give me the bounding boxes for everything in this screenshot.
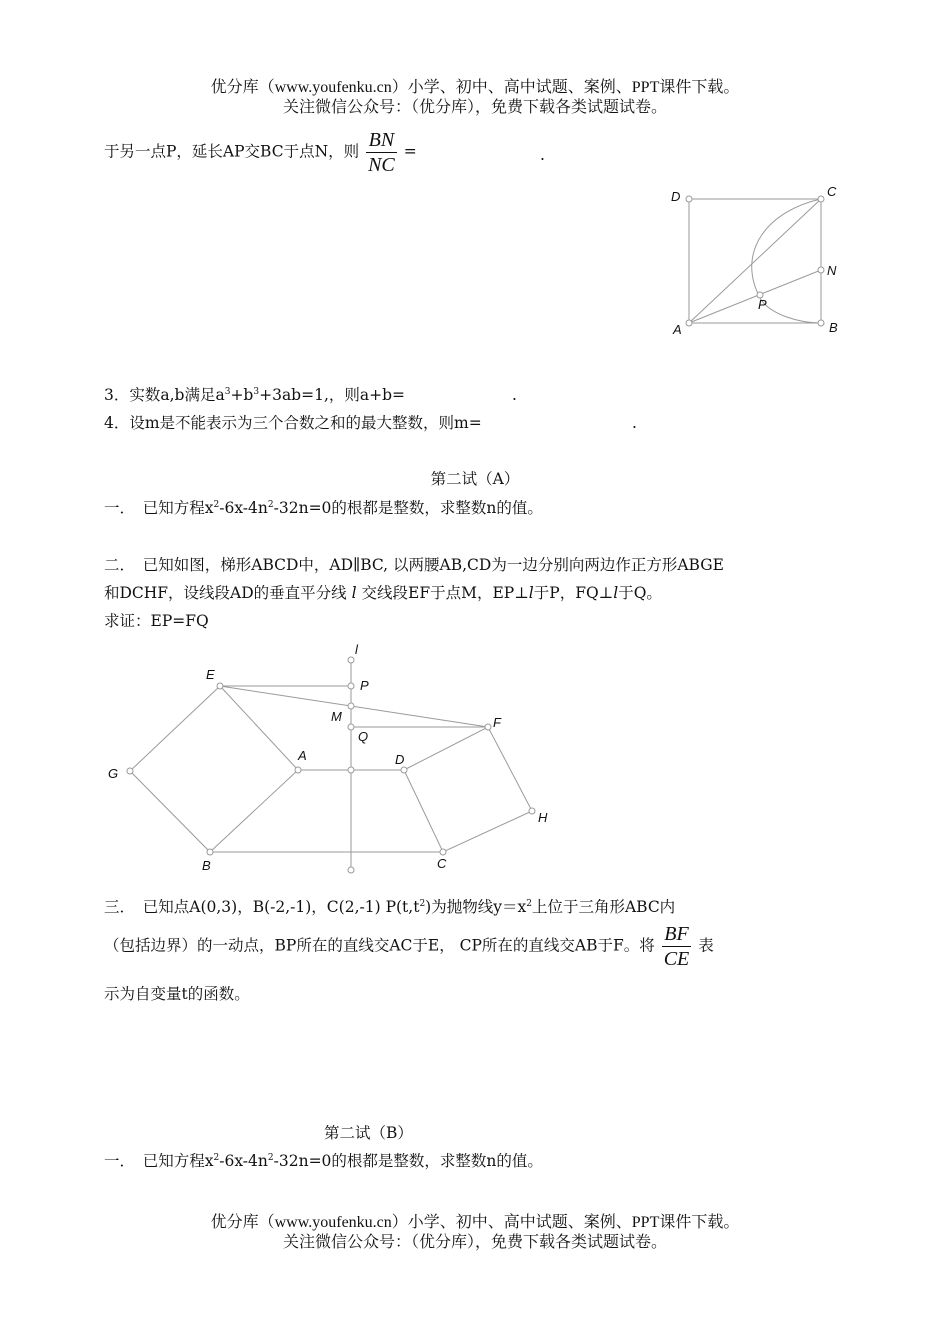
footer-line-1: 优分库（www.youfenku.cn）小学、初中、高中试题、案例、PPT课件下载。 (210, 1214, 740, 1231)
point-ad-mid (348, 767, 354, 773)
part-a-problem-2-line-3: 求证：EP=FQ (104, 612, 209, 630)
question-2-text: 于另一点P，延长AP交BC于点N，则 (104, 142, 360, 161)
figure-trapezoid-squares (100, 638, 570, 883)
label-d: D (671, 189, 681, 204)
point-c (440, 849, 446, 855)
exponent: 3 (253, 387, 260, 397)
label-c: C (437, 856, 447, 871)
header-line-2: 关注微信公众号：（优分库），免费下载各类试题试卷。 (282, 99, 667, 116)
text: 交线段EF于点M，EP⊥ (361, 584, 529, 602)
question-2-tail (104, 128, 417, 177)
line-an (689, 270, 821, 323)
line-l-symbol: l (613, 584, 619, 602)
text: 表 (698, 936, 714, 955)
exponent: 2 (267, 1153, 274, 1163)
line-ac (689, 199, 821, 323)
text: 上位于三角形ABC内 (531, 898, 676, 916)
text: 和DCHF，设线段AD的垂直平分线 (104, 584, 347, 602)
point-g (127, 768, 133, 774)
part-a-problem-1 (104, 499, 543, 518)
label-a: A (673, 322, 682, 337)
text: -32n=0的根都是整数，求整数n的值。 (273, 499, 543, 517)
exponent: 2 (213, 500, 220, 510)
label-h: H (538, 810, 548, 825)
question-3-prefix: 3．实数a,b满足a (104, 386, 225, 404)
label-n: N (827, 263, 837, 278)
text: （包括边界）的一动点，BP所在的直线交AC于E， CP所在的直线交AB于F。将 (104, 936, 655, 955)
text: 一． 已知方程x (104, 499, 214, 517)
point-a (295, 767, 301, 773)
question-3-mid1: +b (230, 386, 254, 404)
equals-sign: = (403, 142, 417, 161)
text: 于P，FQ⊥ (533, 584, 614, 602)
exponent: 2 (526, 899, 532, 909)
text: 于Q。 (618, 584, 662, 602)
fraction-numerator: BF (664, 923, 689, 945)
question-3 (104, 386, 405, 405)
exponent: 2 (419, 899, 426, 909)
fraction-numerator: BN (368, 129, 395, 151)
line-l-symbol: l (528, 584, 534, 602)
part-a-problem-2-line-1: 二． 已知如图，梯形ABCD中，AD∥BC, 以两腰AB,CD为一边分别向两边作正方形ABGE (104, 556, 724, 574)
label-f: F (493, 715, 501, 730)
fraction-denominator: NC (368, 154, 395, 176)
fraction-bf-ce (662, 922, 692, 971)
label-p: P (360, 678, 369, 693)
label-l: l (355, 642, 358, 657)
label-e: E (206, 667, 215, 682)
question-4-end: . (632, 414, 637, 432)
exponent: 3 (224, 387, 231, 397)
question-4: 4．设m是不能表示为三个合数之和的最大整数，则m= (104, 414, 482, 432)
square-dchf (404, 727, 532, 852)
point-e (217, 683, 223, 689)
part-b-title: 第二试（B） (324, 1124, 413, 1142)
label-c: C (827, 184, 837, 199)
label-m: M (331, 709, 342, 724)
part-a-problem-3-line-3: 示为自变量t的函数。 (104, 985, 250, 1003)
exponent: 2 (213, 1153, 220, 1163)
label-d: D (395, 752, 405, 767)
point-l-bottom (348, 867, 354, 873)
point-h (529, 808, 535, 814)
label-g: G (108, 766, 119, 781)
point-n (818, 267, 824, 273)
text: )为抛物线y＝x (425, 898, 527, 916)
exponent: 2 (267, 500, 274, 510)
square-abge (130, 686, 298, 852)
point-b (818, 320, 824, 326)
label-q: Q (358, 729, 369, 744)
point-a (686, 320, 692, 326)
fraction-denominator: CE (663, 948, 690, 970)
header-line-1: 优分库（www.youfenku.cn）小学、初中、高中试题、案例、PPT课件下载。 (210, 79, 740, 96)
point-q (348, 724, 354, 730)
part-a-problem-3-line-2 (104, 922, 714, 971)
footer-line-2: 关注微信公众号：（优分库），免费下载各类试题试卷。 (282, 1234, 667, 1251)
line-l-symbol: l (351, 584, 357, 602)
point-f (485, 724, 491, 730)
answer-blank-end: . (540, 146, 545, 164)
part-b-problem-1 (104, 1152, 543, 1171)
part-a-problem-3-line-1 (104, 898, 675, 917)
part-a-problem-2-line-2 (104, 584, 662, 603)
label-p: P (758, 297, 767, 312)
fraction-bn-nc (366, 128, 397, 177)
question-3-mid2: +3ab=1,，则a+b= (259, 386, 406, 404)
text: 三． 已知点A(0,3)，B(-2,-1)，C(2,-1) P(t,t (104, 898, 420, 916)
label-a: A (298, 748, 307, 763)
label-b: B (202, 858, 211, 873)
point-m (348, 703, 354, 709)
point-c (818, 196, 824, 202)
text: -6x-4n (219, 1152, 268, 1170)
part-a-title: 第二试（A） (430, 470, 520, 488)
figure-square-arc (660, 180, 850, 350)
point-d (686, 196, 692, 202)
text: 一． 已知方程x (104, 1152, 214, 1170)
text: -32n=0的根都是整数，求整数n的值。 (273, 1152, 543, 1170)
point-b (207, 849, 213, 855)
question-3-end: . (512, 386, 517, 404)
text: -6x-4n (219, 499, 268, 517)
point-p (348, 683, 354, 689)
point-l-top (348, 657, 354, 663)
label-b: B (829, 320, 838, 335)
point-d (401, 767, 407, 773)
